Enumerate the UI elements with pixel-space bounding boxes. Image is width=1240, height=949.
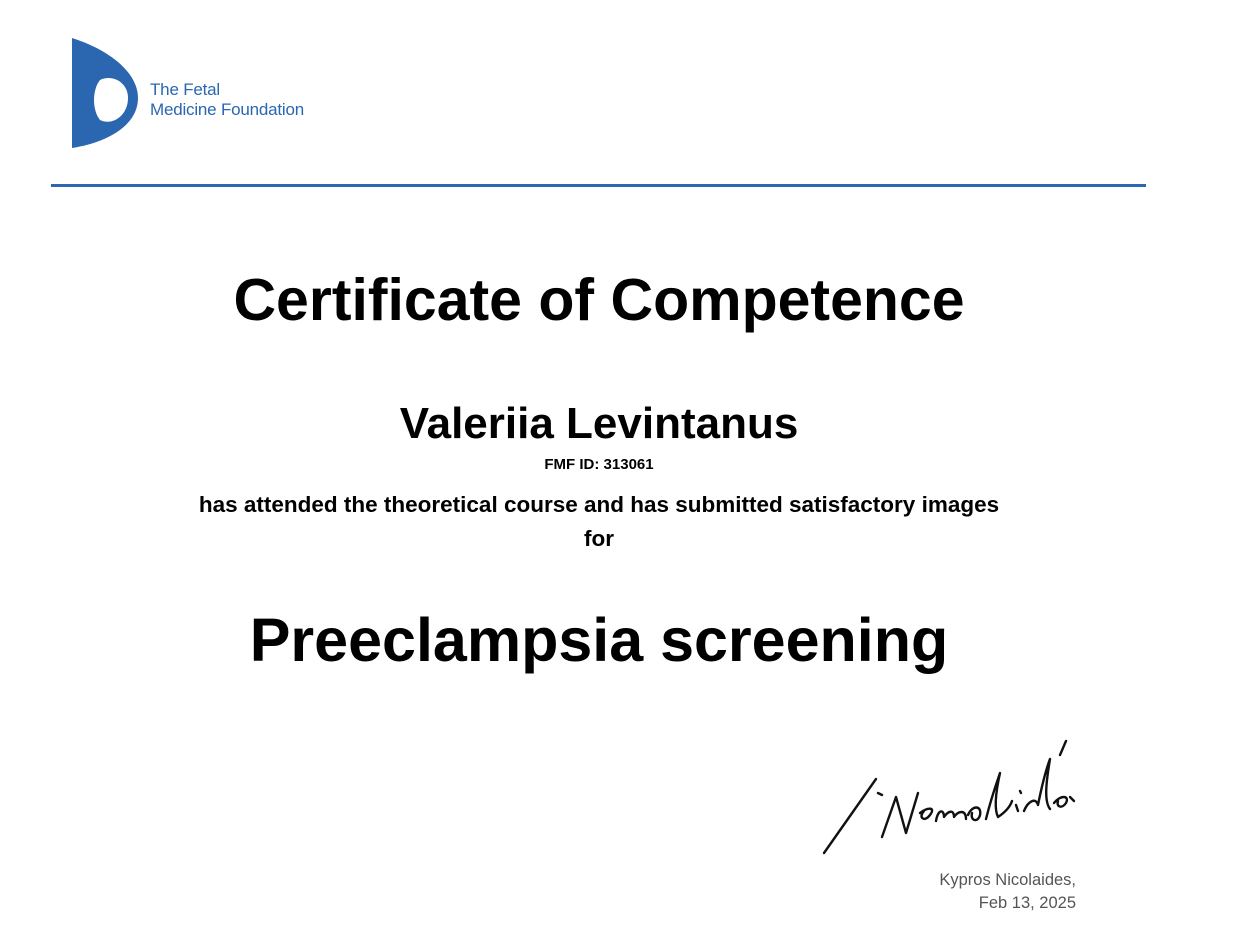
organization-name: [150, 80, 304, 120]
organization-name-line2: Medicine Foundation: [150, 100, 305, 119]
organization-name-line1: The Fetal: [150, 80, 221, 99]
recipient-name: Valeriia Levintanus: [399, 399, 799, 448]
issue-date: Feb 13, 2025: [978, 894, 1076, 912]
header-divider: [51, 184, 1146, 187]
fmf-logo: [70, 38, 330, 150]
certificate-title: Certificate of Competence: [233, 267, 965, 333]
course-name: Preeclampsia screening: [249, 606, 949, 674]
signatory-name: Kypros Nicolaides,: [939, 871, 1076, 889]
attendance-statement: has attended the theoretical course and has submitted satisfactory images for: [198, 492, 1000, 551]
fmf-logo-icon: [70, 38, 140, 148]
fmf-id: FMF ID: 313061: [544, 456, 654, 473]
signatory-block: [939, 869, 1076, 915]
handwritten-signature-icon: [818, 735, 1078, 860]
